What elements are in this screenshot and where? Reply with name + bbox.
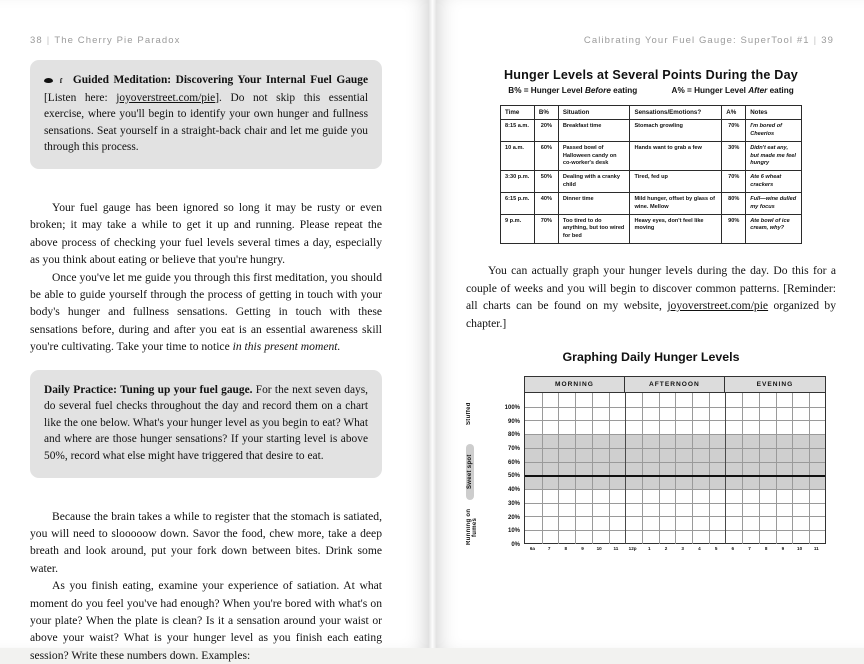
- graph-title: Graphing Daily Hunger Levels: [562, 349, 740, 364]
- x-tick-9: 9: [581, 545, 584, 551]
- x-tick-11p: 11: [813, 545, 819, 551]
- paragraph-brain-registers: Because the brain takes a while to register that the stomach is satiated, you will need to slooooow down. Savor the food, chew more, take a deep breath and look around, put your fork down between bites. Drink some water.: [30, 509, 382, 575]
- vgridline-period-2: [725, 393, 726, 544]
- table-row: [501, 171, 802, 193]
- page-number-right: 39: [821, 35, 834, 46]
- y-tick-100: 100%: [504, 404, 520, 411]
- y-tick-90: 90%: [507, 418, 520, 425]
- cell-sensations: Heavy eyes, don't feel like moving: [630, 215, 722, 244]
- graph-intro-wrap: [452, 262, 850, 332]
- book-title: The Cherry Pie Paradox: [54, 35, 181, 46]
- cell-sensations: Hands want to grab a few: [630, 142, 722, 171]
- y-tick-20: 20%: [507, 514, 520, 521]
- callout-icons: [44, 75, 65, 86]
- legend-after: [672, 86, 794, 95]
- vgridline-period-1: [625, 393, 626, 544]
- cell-after: 90%: [722, 215, 746, 244]
- y-tick-40: 40%: [507, 487, 520, 494]
- page-number-left: 38: [30, 35, 43, 46]
- callout-daily-practice: [30, 370, 382, 478]
- y-tick-0: 0%: [511, 541, 520, 548]
- y-tick-70: 70%: [507, 446, 520, 452]
- cell-notes: Didn't eat any, but made me feel hungry: [746, 142, 802, 171]
- vgridline-3: [575, 393, 576, 544]
- callout-body-tail: ]. Do not skip this essential exercise, where you'll begin to identify your own hunger and fullness sensations. Seat yourself in a straight-back chair and let me guide you through this process.: [44, 91, 368, 154]
- table-row: [501, 215, 802, 244]
- period-band-evening: EVENING: [756, 380, 794, 388]
- table-header-row: [501, 106, 802, 120]
- x-tick-10p: 10: [797, 545, 803, 551]
- zone-label-sweet-spot: Sweet spot: [466, 444, 474, 500]
- cell-after: 80%: [722, 193, 746, 215]
- table-row: [501, 120, 802, 142]
- right-content-column: [452, 60, 850, 556]
- hunger-table-head: [501, 106, 802, 120]
- running-head-left: [30, 35, 180, 46]
- callout-guided-meditation: [30, 60, 382, 169]
- y-tick-50: 50%: [507, 473, 520, 480]
- paragraph-guide-yourself-emphasis: in this present moment.: [232, 340, 341, 354]
- paragraph-graph-intro: [466, 262, 836, 332]
- cell-situation: Too tired to do anything, but too wired for bed: [558, 215, 630, 244]
- chapter-title: Calibrating Your Fuel Gauge: SuperTool #1: [583, 35, 810, 46]
- callout-daily-practice-body: For the next seven days, do several fuel checks throughout the day and record them on a chart like the one below. What's your hunger level as you begin to eat? What and where are those hunger sensations? If your starting level is above 50%, record what else might have triggered that desire to eat.: [44, 383, 368, 462]
- zone-label-stuffed: Stuffed: [466, 402, 472, 426]
- vgridline-16: [792, 393, 793, 544]
- x-tick-11: 11: [613, 545, 619, 551]
- spacer-d: [452, 244, 850, 262]
- period-band-morning: MORNING: [525, 377, 625, 392]
- callout-heading: Guided Meditation: Discovering Your Internal Fuel Gauge: [72, 74, 369, 86]
- vgridline-11: [709, 393, 710, 544]
- header-sensations: Sensations/Emotions?: [630, 106, 722, 120]
- callout-guided-meditation-text: [44, 72, 368, 156]
- cell-time: 6:15 p.m.: [501, 193, 535, 215]
- vgridline-8: [659, 393, 660, 544]
- cell-sensations: Tired, fed up: [630, 171, 722, 193]
- paragraph-graph-intro-b: organized by chapter.]: [466, 299, 836, 330]
- y-tick-10: 10%: [507, 528, 520, 535]
- vgridline-15: [776, 393, 777, 544]
- spacer-a: [30, 185, 382, 199]
- callout-link-intro: [Listen here:: [44, 91, 117, 104]
- cell-before: 60%: [534, 142, 558, 171]
- cell-situation: Dinner time: [558, 193, 630, 215]
- callout-daily-practice-heading: Daily Practice: Tuning up your fuel gauge.: [44, 383, 253, 396]
- table-row: [501, 193, 802, 215]
- runhead-separator-right: |: [813, 35, 818, 46]
- website-link[interactable]: joyoverstreet.com/pie: [667, 299, 769, 313]
- paragraph-guide-yourself-text: Once you've let me guide you through this first meditation, you should be able to guide yourself through the process of getting in touch with your body's hunger and fullness sensations. Getting in touch with these sensations before, during and after you eat is an essential awareness skill you're cultivating. Take your time to notice: [30, 270, 382, 354]
- x-tick-7p: 7: [748, 545, 751, 551]
- x-tick-6p: 6: [731, 545, 735, 551]
- cell-time: 10 a.m.: [501, 142, 535, 171]
- left-page: [0, 0, 428, 662]
- running-head-right: [584, 35, 834, 46]
- cell-time: 9 p.m.: [501, 215, 535, 244]
- vgridline-9: [675, 393, 676, 544]
- x-tick-6a: 6a: [529, 545, 535, 551]
- zone-label-running-on-fumes: Running on fumes: [466, 508, 478, 546]
- header-before-pct: B%: [534, 106, 558, 120]
- legend-after-tail: eating: [767, 86, 794, 95]
- legend-after-italic: After: [748, 86, 768, 95]
- header-after-pct: A%: [722, 106, 746, 120]
- cell-time: 3:30 p.m.: [501, 171, 535, 193]
- x-tick-10: 10: [596, 545, 602, 551]
- paragraph-fuel-gauge-ignored: Your fuel gauge has been ignored so long it may be rusty or even broken; it may take a while to get it up and running. Please repeat the above process of checking your fuel levels several times a day, especially as you think about eating or believe that you're hungry.: [30, 200, 382, 267]
- cell-before: 50%: [534, 171, 558, 193]
- right-page: [436, 0, 864, 648]
- vgridline-5: [609, 393, 610, 544]
- cell-before: 70%: [534, 215, 558, 244]
- period-band-afternoon: AFTERNOON: [625, 377, 725, 392]
- cell-situation: Dealing with a cranky child: [558, 171, 630, 193]
- x-tick-8: 8: [564, 545, 568, 551]
- y-axis-tick-labels: [490, 392, 520, 548]
- vgridline-13: [742, 393, 743, 544]
- reference-line-40: [525, 475, 825, 477]
- hunger-table-body: [501, 120, 802, 244]
- cell-situation: Passed bowl of Halloween candy on co-worker's desk: [558, 142, 630, 171]
- hunger-graph: [466, 376, 836, 556]
- chart-grid: [524, 376, 826, 544]
- runhead-separator-left: |: [46, 35, 51, 46]
- spread-gutter: [428, 0, 436, 648]
- cell-before: 20%: [534, 120, 558, 142]
- cell-sensations: Mild hunger, offset by glass of wine. Mellow: [630, 193, 722, 215]
- speech-bubble-icon: [44, 78, 53, 83]
- callout-daily-practice-text: [44, 382, 368, 465]
- hunger-table-title: Hunger Levels at Several Points During the Day: [503, 68, 799, 82]
- paragraph-guide-yourself: [30, 269, 382, 356]
- x-tick-12p: 12p: [628, 545, 637, 551]
- hunger-levels-table: [500, 105, 802, 244]
- table-row: [501, 142, 802, 171]
- cell-notes: Full—wine dulled my focus: [746, 193, 802, 215]
- cell-after: 70%: [722, 120, 746, 142]
- cell-sensations: Stomach growling: [630, 120, 722, 142]
- vgridline-10: [692, 393, 693, 544]
- x-tick-7: 7: [547, 545, 551, 551]
- cell-situation: Breakfast time: [558, 120, 630, 142]
- vgridline-4: [592, 393, 593, 544]
- legend-after-plain: A% = Hunger Level: [671, 86, 749, 95]
- y-tick-80: 80%: [507, 432, 520, 439]
- vgridline-14: [759, 393, 760, 544]
- meditation-audio-link[interactable]: joyoverstreet.com/pie: [116, 91, 216, 104]
- x-tick-2p: 2: [664, 545, 668, 551]
- legend-before-plain: B% = Hunger Level: [508, 86, 585, 95]
- x-tick-3p: 3: [681, 545, 684, 551]
- y-tick-60: 60%: [507, 459, 520, 466]
- cell-notes: Ate 6 wheat crackers: [746, 171, 802, 193]
- cell-time: 8:15 a.m.: [501, 120, 535, 142]
- cell-before: 40%: [534, 193, 558, 215]
- period-band-row: [525, 377, 825, 393]
- cell-notes: I'm bored of Cheerios: [746, 120, 802, 142]
- header-notes: Notes: [746, 106, 802, 120]
- x-tick-5p: 5: [714, 545, 718, 551]
- paragraph-graph-intro-a: You can actually graph your hunger levels during the day. Do this for a couple of weeks and you will begin to discover common patterns. [Reminder: all charts can be found on my website,: [466, 264, 836, 313]
- cell-after: 70%: [722, 171, 746, 193]
- x-tick-8p: 8: [764, 545, 768, 551]
- vgridline-1: [542, 393, 543, 544]
- header-situation: Situation: [558, 106, 630, 120]
- left-text-column: [30, 60, 382, 664]
- cell-notes: Ate bowl of ice cream, why?: [746, 215, 802, 244]
- x-axis-tick-labels: [524, 546, 826, 558]
- x-tick-9p: 9: [781, 545, 785, 551]
- vgridline-2: [558, 393, 559, 544]
- chart-plot-area: [525, 393, 825, 544]
- spacer-c: [30, 494, 382, 508]
- legend-before-tail: eating: [610, 86, 638, 95]
- spacer-b: [30, 356, 382, 370]
- paragraph-finish-eating: As you finish eating, examine your experience of satiation. At what moment do you feel you've had enough? When you're bored with what's on your plate? When the plate is clean? Is it a sensation around your waist or above your waist? What is your hunger level as you finish each eating session? Write these numbers down. Examples:: [30, 579, 382, 662]
- vgridline-7: [642, 393, 643, 544]
- y-tick-30: 30%: [507, 500, 520, 507]
- hunger-table-legend: [452, 86, 850, 95]
- x-tick-1p: 1: [648, 545, 651, 551]
- vgridline-17: [809, 393, 810, 544]
- header-time: Time: [501, 106, 535, 120]
- x-tick-4p: 4: [698, 545, 701, 551]
- legend-before-italic: Before: [584, 86, 611, 95]
- cell-after: 30%: [722, 142, 746, 171]
- music-note-icon: ɾ: [59, 75, 65, 86]
- legend-before: [508, 86, 637, 95]
